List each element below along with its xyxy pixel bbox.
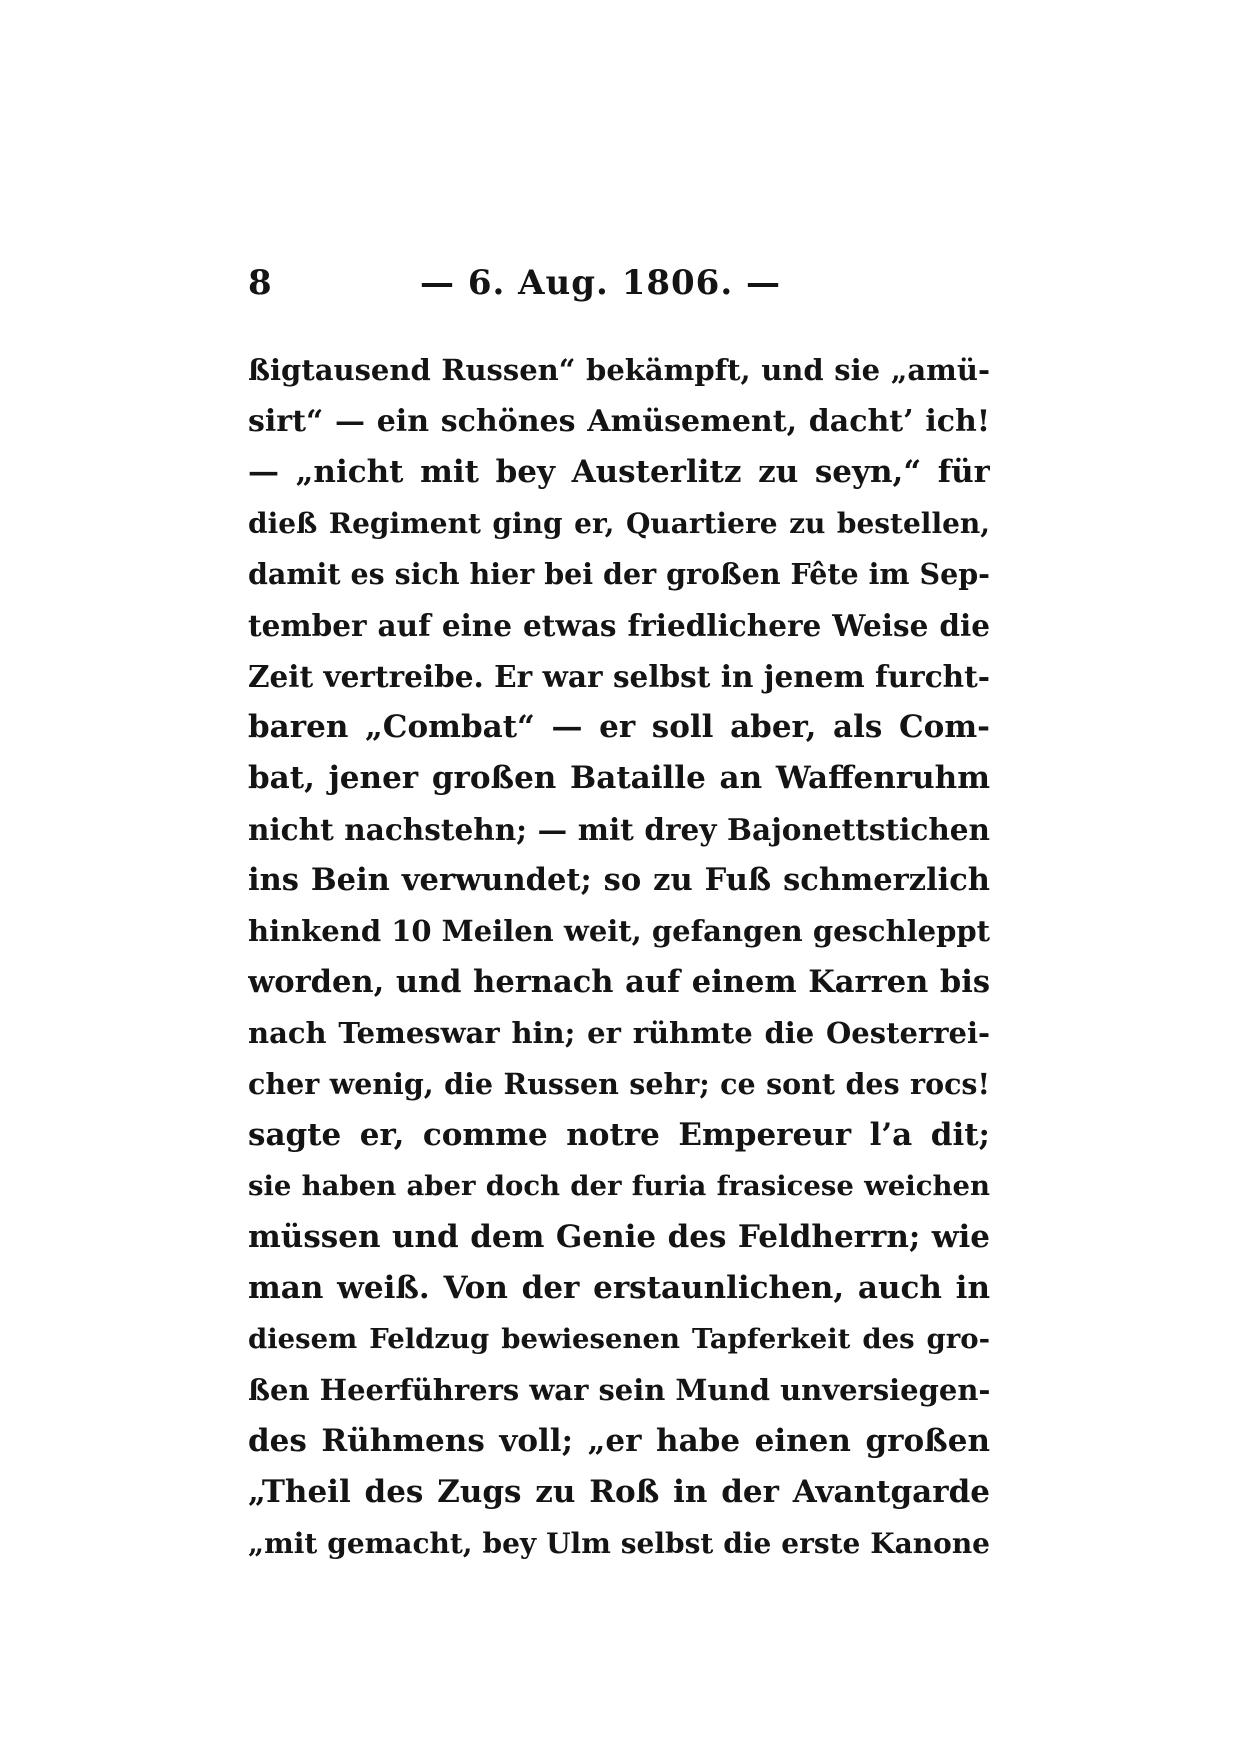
text-line: ßen Heerführers war sein Mund unversiegen- <box>248 1373 990 1407</box>
text-line: müssen und dem Genie des Feldherrn; wie <box>248 1219 990 1255</box>
text-line: „mit gemacht, bey Ulm selbst die erste Kanone <box>248 1527 990 1560</box>
text-line: man weiß. Von der erstaunlichen, auch in <box>248 1270 990 1306</box>
text-line: baren „Combat“ — er soll aber, als Com- <box>248 709 990 745</box>
text-line: diesem Feldzug bewiesenen Tapferkeit des gro- <box>248 1323 990 1355</box>
text-line: hinkend 10 Meilen weit, gefangen geschleppt <box>248 914 990 948</box>
page-header <box>248 255 988 315</box>
text-line: „Theil des Zugs zu Roß in der Avantgarde <box>248 1474 990 1510</box>
text-line: tember auf eine etwas friedlichere Weise die <box>248 608 990 643</box>
text-line: worden, und hernach auf einem Karren bis <box>248 964 990 1000</box>
text-line: Zeit vertreibe. Er war selbst in jenem furcht- <box>248 659 990 694</box>
text-line: ins Bein verwundet; so zu Fuß schmerzlich <box>248 862 990 898</box>
page-number: 8 <box>248 263 272 303</box>
text-line: sirt“ — ein schönes Amüsement, dacht’ ich! <box>248 404 990 439</box>
text-line: dieß Regiment ging er, Quartiere zu bestellen, <box>248 507 990 540</box>
text-line: cher wenig, die Russen sehr; ce sont des rocs! <box>248 1067 990 1101</box>
text-line: sagte er, comme notre Empereur l’a dit; <box>248 1117 990 1153</box>
text-line: des Rühmens voll; „er habe einen großen <box>248 1423 990 1459</box>
text-line: nach Temeswar hin; er rühmte die Oesterrei- <box>248 1016 990 1050</box>
text-line: nicht nachstehn; — mit drey Bajonettstichen <box>248 812 990 847</box>
text-line: — „nicht mit bey Austerlitz zu seyn,“ für <box>248 454 990 490</box>
text-line: bat, jener großen Bataille an Waffenruhm <box>248 760 990 796</box>
text-line: damit es sich hier bei der großen Fête im Sep- <box>248 557 990 591</box>
text-line: sie haben aber doch der furia frasicese weichen <box>248 1170 990 1202</box>
body-text <box>248 345 990 1569</box>
text-line: ßigtausend Russen“ bekämpft, und sie „amü- <box>248 353 990 387</box>
running-head: — 6. Aug. 1806. — <box>420 263 782 303</box>
